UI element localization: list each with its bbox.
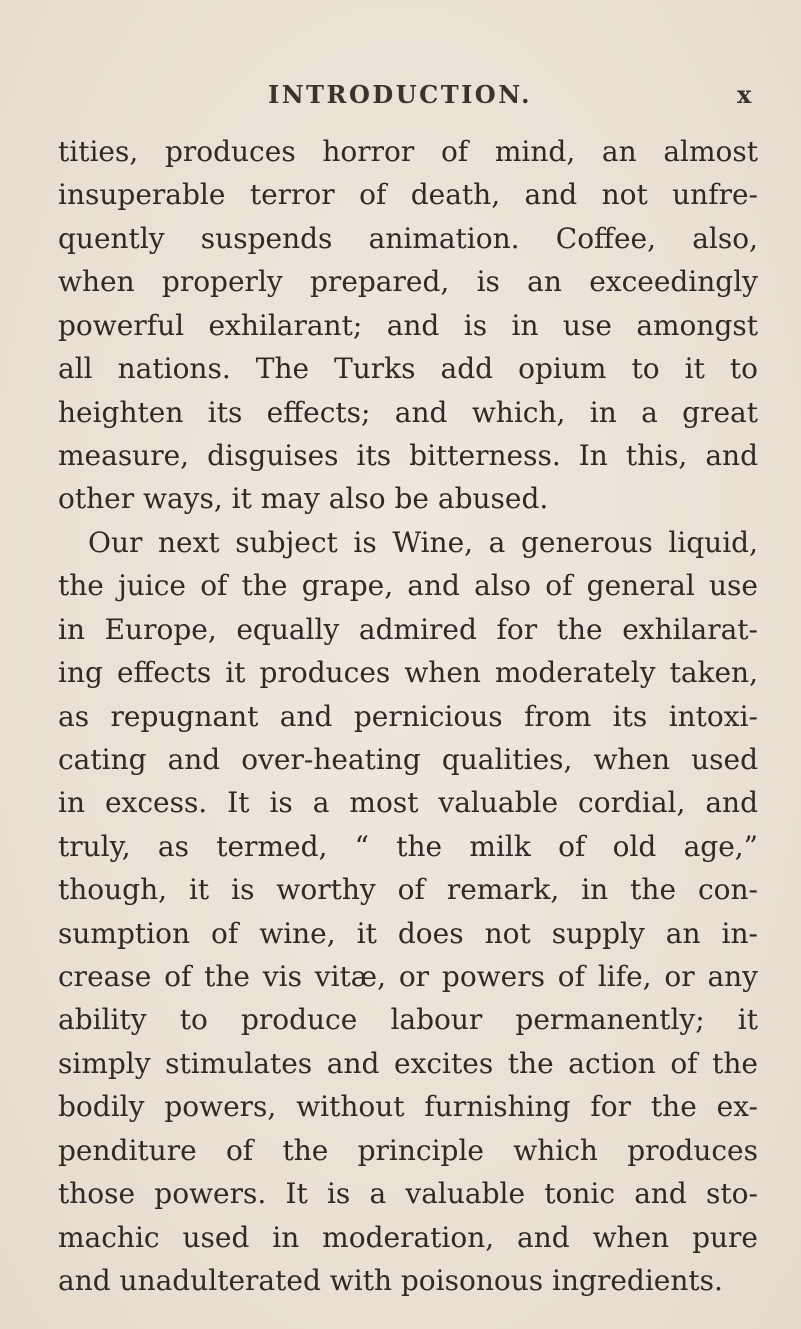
text-line: those powers. It is a valuable tonic and sto-: [58, 1177, 758, 1210]
text-line: insuperable terror of death, and not unfre-: [58, 178, 758, 211]
text-line: ability to produce labour permanently; it: [58, 1003, 758, 1036]
text-line: truly, as termed, “ the milk of old age,”: [58, 830, 758, 863]
text-line: quently suspends animation. Coffee, also,: [58, 222, 758, 255]
text-line: though, it is worthy of remark, in the con-: [58, 873, 758, 906]
text-line: simply stimulates and excites the action of the: [58, 1047, 758, 1080]
text-line: heighten its effects; and which, in a great: [58, 396, 758, 429]
text-line: other ways, it may also be abused.: [58, 482, 549, 515]
text-line: bodily powers, without furnishing for the ex-: [58, 1090, 758, 1123]
page-number: x: [737, 80, 752, 109]
text-line: measure, disguises its bitterness. In this, and: [58, 439, 758, 472]
text-line: ing effects it produces when moderately taken,: [58, 656, 758, 689]
text-line: crease of the vis vitæ, or powers of life, or any: [58, 960, 758, 993]
text-line: machic used in moderation, and when pure: [58, 1221, 758, 1254]
text-line: as repugnant and pernicious from its intoxi-: [58, 700, 758, 733]
text-line: cating and over-heating qualities, when used: [58, 743, 758, 776]
paragraph-first-line: Our next subject is Wine, a generous liquid,: [88, 526, 758, 559]
text-line: tities, produces horror of mind, an almost: [58, 135, 758, 168]
text-line: in excess. It is a most valuable cordial, and: [58, 786, 758, 819]
running-head-title: INTRODUCTION.: [268, 80, 532, 109]
text-line: and unadulterated with poisonous ingredients.: [58, 1264, 723, 1297]
text-line: the juice of the grape, and also of general use: [58, 569, 758, 602]
text-line: all nations. The Turks add opium to it to: [58, 352, 758, 385]
text-line: sumption of wine, it does not supply an in-: [58, 917, 758, 950]
text-line: in Europe, equally admired for the exhilarat-: [58, 613, 758, 646]
text-line: when properly prepared, is an exceedingly: [58, 265, 758, 298]
text-line: powerful exhilarant; and is in use amongst: [58, 309, 758, 342]
text-line: penditure of the principle which produces: [58, 1134, 758, 1167]
